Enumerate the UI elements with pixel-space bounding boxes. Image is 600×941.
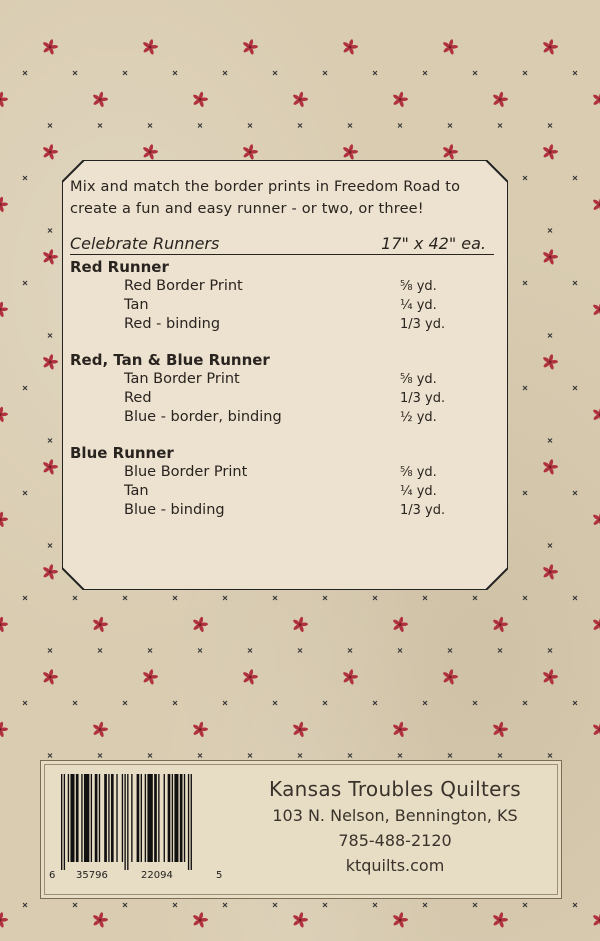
cross-motif xyxy=(398,124,402,128)
barcode-bar xyxy=(127,774,128,870)
cross-motif xyxy=(148,754,152,758)
cross-motif xyxy=(573,701,577,705)
cross-motif xyxy=(23,281,27,285)
flower-motif xyxy=(142,669,158,685)
fabric-qty: 1/3 yd. xyxy=(400,503,446,518)
cross-motif xyxy=(473,596,477,600)
cross-motif xyxy=(48,439,52,443)
flower-motif xyxy=(92,912,108,928)
flower-motif xyxy=(592,616,600,632)
flower-motif xyxy=(42,564,58,580)
cross-motif xyxy=(323,71,327,75)
cross-motif xyxy=(273,596,277,600)
barcode-bar xyxy=(174,774,178,862)
flower-motif xyxy=(242,144,258,160)
flower-motif xyxy=(142,39,158,55)
cross-motif xyxy=(98,649,102,653)
cross-motif xyxy=(223,71,227,75)
flower-motif xyxy=(92,616,108,632)
cross-motif xyxy=(423,903,427,907)
barcode xyxy=(49,774,224,884)
cross-motif xyxy=(548,439,552,443)
flower-motif xyxy=(42,39,58,55)
cross-motif xyxy=(348,754,352,758)
barcode-bar xyxy=(64,774,65,870)
cross-motif xyxy=(548,754,552,758)
cross-motif xyxy=(73,71,77,75)
cross-motif xyxy=(123,701,127,705)
cross-motif xyxy=(473,71,477,75)
flower-motif xyxy=(592,301,600,317)
flower-motif xyxy=(392,91,408,107)
cross-motif xyxy=(573,176,577,180)
cross-motif xyxy=(523,281,527,285)
runner-name: Red Runner xyxy=(70,258,169,276)
fabric-qty: 1/3 yd. xyxy=(400,391,446,406)
barcode-bar xyxy=(172,774,173,862)
flower-motif xyxy=(342,669,358,685)
barcode-bar xyxy=(141,774,142,862)
cross-motif xyxy=(323,701,327,705)
runner-group xyxy=(70,443,500,520)
flower-motif xyxy=(542,249,558,265)
fabric-item xyxy=(70,370,460,389)
shop-address: 103 N. Nelson, Bennington, KS xyxy=(272,806,518,825)
cross-motif xyxy=(173,701,177,705)
cross-motif xyxy=(523,71,527,75)
flower-motif xyxy=(492,91,508,107)
barcode-bar xyxy=(81,774,82,862)
cross-motif xyxy=(573,71,577,75)
flower-motif xyxy=(92,91,108,107)
cross-motif xyxy=(23,491,27,495)
flower-motif xyxy=(392,912,408,928)
cross-motif xyxy=(398,649,402,653)
cross-motif xyxy=(573,596,577,600)
flower-motif xyxy=(0,721,8,737)
flower-motif xyxy=(392,616,408,632)
barcode-digits-group1: 35796 xyxy=(76,870,108,881)
cross-motif xyxy=(373,596,377,600)
fabric-qty: ¼ yd. xyxy=(400,298,437,313)
flower-motif xyxy=(0,196,8,212)
flower-motif xyxy=(42,249,58,265)
cross-motif xyxy=(73,596,77,600)
cross-motif xyxy=(48,124,52,128)
cross-motif xyxy=(223,596,227,600)
barcode-bar xyxy=(68,774,69,862)
flower-motif xyxy=(592,511,600,527)
barcode-bar xyxy=(180,774,183,862)
flower-motif xyxy=(492,912,508,928)
flower-motif xyxy=(542,39,558,55)
table-title: Celebrate Runners xyxy=(70,234,220,253)
cross-motif xyxy=(198,124,202,128)
cross-motif xyxy=(98,754,102,758)
flower-motif xyxy=(92,721,108,737)
cross-motif xyxy=(423,71,427,75)
cross-motif xyxy=(173,903,177,907)
flower-motif xyxy=(192,721,208,737)
barcode-bar xyxy=(131,774,132,862)
cross-motif xyxy=(23,903,27,907)
cross-motif xyxy=(198,649,202,653)
cross-motif xyxy=(348,124,352,128)
cross-motif xyxy=(373,701,377,705)
cross-motif xyxy=(223,903,227,907)
cross-motif xyxy=(273,71,277,75)
flower-motif xyxy=(492,616,508,632)
flower-motif xyxy=(192,91,208,107)
cross-motif xyxy=(273,701,277,705)
cross-motif xyxy=(298,124,302,128)
barcode-bar xyxy=(111,774,114,862)
flower-motif xyxy=(292,616,308,632)
barcode-bar xyxy=(168,774,171,862)
cross-motif xyxy=(523,176,527,180)
fabric-qty: ⅝ yd. xyxy=(400,372,437,387)
flower-motif xyxy=(592,91,600,107)
cross-motif xyxy=(448,124,452,128)
cross-motif xyxy=(373,71,377,75)
cross-motif xyxy=(23,386,27,390)
barcode-bar xyxy=(164,774,165,862)
flower-motif xyxy=(0,406,8,422)
barcode-bar xyxy=(184,774,185,862)
fabric-item xyxy=(70,315,460,334)
fabric-label: Tan xyxy=(124,483,149,499)
cross-motif xyxy=(48,754,52,758)
fabric-label: Red Border Print xyxy=(124,278,243,294)
flower-motif xyxy=(592,406,600,422)
cross-motif xyxy=(423,701,427,705)
fabric-qty: ⅝ yd. xyxy=(400,279,437,294)
shop-label xyxy=(40,760,562,899)
cross-motif xyxy=(573,903,577,907)
fabric-item xyxy=(70,389,460,408)
flower-motif xyxy=(442,669,458,685)
flower-motif xyxy=(192,912,208,928)
fabric-qty: ⅝ yd. xyxy=(400,465,437,480)
shop-website[interactable]: ktquilts.com xyxy=(345,856,445,875)
cross-motif xyxy=(48,544,52,548)
cross-motif xyxy=(223,701,227,705)
cross-motif xyxy=(573,386,577,390)
cross-motif xyxy=(348,649,352,653)
flower-motif xyxy=(0,912,8,928)
cross-motif xyxy=(73,903,77,907)
fabric-item xyxy=(70,408,460,427)
cross-motif xyxy=(573,491,577,495)
cross-motif xyxy=(198,754,202,758)
barcode-bar xyxy=(122,774,123,862)
flower-motif xyxy=(592,721,600,737)
flower-motif xyxy=(342,39,358,55)
barcode-bar xyxy=(147,774,152,862)
flower-motif xyxy=(542,669,558,685)
fabric-label: Tan xyxy=(124,297,149,313)
cross-motif xyxy=(523,903,527,907)
cross-motif xyxy=(148,649,152,653)
runner-name: Red, Tan & Blue Runner xyxy=(70,351,270,369)
barcode-bar xyxy=(70,774,74,862)
barcode-bar xyxy=(145,774,146,862)
flower-motif xyxy=(0,616,8,632)
requirements-card xyxy=(62,160,508,590)
flower-motif xyxy=(592,912,600,928)
barcode-bars xyxy=(49,774,224,870)
cross-motif xyxy=(173,71,177,75)
fabric-qty: 1/3 yd. xyxy=(400,317,446,332)
barcode-digit-left: 6 xyxy=(49,870,56,881)
fabric-label: Blue - border, binding xyxy=(124,409,282,425)
flower-motif xyxy=(0,511,8,527)
cross-motif xyxy=(48,334,52,338)
cross-motif xyxy=(323,596,327,600)
fabric-item xyxy=(70,463,460,482)
cross-motif xyxy=(73,701,77,705)
barcode-bar xyxy=(91,774,92,862)
cross-motif xyxy=(548,124,552,128)
flower-motif xyxy=(42,459,58,475)
flower-motif xyxy=(0,91,8,107)
cross-motif xyxy=(273,903,277,907)
cross-motif xyxy=(23,71,27,75)
cross-motif xyxy=(123,596,127,600)
barcode-bar xyxy=(76,774,79,862)
runner-group xyxy=(70,257,500,334)
fabric-item xyxy=(70,482,460,501)
flower-motif xyxy=(292,721,308,737)
cross-motif xyxy=(23,701,27,705)
cross-motif xyxy=(473,701,477,705)
cross-motif xyxy=(298,754,302,758)
flower-motif xyxy=(492,721,508,737)
cross-motif xyxy=(448,754,452,758)
cross-motif xyxy=(573,281,577,285)
cross-motif xyxy=(548,649,552,653)
intro-text: Mix and match the border prints in Freedom Road to create a fun and easy runner - or two, or three! xyxy=(70,179,461,217)
barcode-bar xyxy=(154,774,157,862)
cross-motif xyxy=(473,903,477,907)
barcode-bar xyxy=(191,774,192,870)
shop-name: Kansas Troubles Quilters xyxy=(269,777,521,801)
barcode-bar xyxy=(61,774,62,870)
barcode-bar xyxy=(188,774,189,870)
flower-motif xyxy=(42,144,58,160)
flower-motif xyxy=(292,91,308,107)
cross-motif xyxy=(298,649,302,653)
cross-motif xyxy=(498,649,502,653)
cross-motif xyxy=(98,124,102,128)
cross-motif xyxy=(248,754,252,758)
flower-motif xyxy=(542,144,558,160)
barcode-bar xyxy=(95,774,98,862)
fabric-label: Red xyxy=(124,390,152,406)
flower-motif xyxy=(542,354,558,370)
barcode-bar xyxy=(99,774,100,862)
flower-motif xyxy=(442,39,458,55)
cross-motif xyxy=(23,596,27,600)
barcode-digit-right: 5 xyxy=(216,870,223,881)
cross-motif xyxy=(248,649,252,653)
cross-motif xyxy=(23,176,27,180)
cross-motif xyxy=(548,544,552,548)
flower-motif xyxy=(192,616,208,632)
barcode-bar xyxy=(158,774,159,862)
table-header xyxy=(70,234,494,255)
flower-motif xyxy=(242,669,258,685)
flower-motif xyxy=(592,196,600,212)
fabric-qty: ¼ yd. xyxy=(400,484,437,499)
cross-motif xyxy=(548,334,552,338)
flower-motif xyxy=(292,912,308,928)
cross-motif xyxy=(123,903,127,907)
shop-phone: 785-488-2120 xyxy=(338,831,452,850)
barcode-bar xyxy=(116,774,117,862)
fabric-item xyxy=(70,296,460,315)
cross-motif xyxy=(398,754,402,758)
barcode-digits-group2: 22094 xyxy=(141,870,173,881)
flower-motif xyxy=(0,301,8,317)
flower-motif xyxy=(442,144,458,160)
cross-motif xyxy=(323,903,327,907)
barcode-bar xyxy=(137,774,140,862)
fabric-qty: ½ yd. xyxy=(400,410,437,425)
barcode-bar xyxy=(108,774,109,862)
cross-motif xyxy=(523,386,527,390)
cross-motif xyxy=(48,649,52,653)
fabric-label: Tan Border Print xyxy=(124,371,240,387)
flower-motif xyxy=(542,564,558,580)
cross-motif xyxy=(523,596,527,600)
cross-motif xyxy=(498,124,502,128)
runner-size: 17" x 42" ea. xyxy=(381,234,486,253)
flower-motif xyxy=(42,354,58,370)
fabric-label: Red - binding xyxy=(124,316,221,332)
cross-motif xyxy=(373,903,377,907)
runner-group xyxy=(70,350,500,427)
flower-motif xyxy=(242,39,258,55)
cross-motif xyxy=(423,596,427,600)
flower-motif xyxy=(542,459,558,475)
cross-motif xyxy=(173,596,177,600)
cross-motif xyxy=(498,754,502,758)
fabric-item xyxy=(70,501,460,520)
barcode-bar xyxy=(84,774,89,862)
cross-motif xyxy=(523,491,527,495)
flower-motif xyxy=(392,721,408,737)
barcode-bar xyxy=(124,774,125,870)
flower-motif xyxy=(342,144,358,160)
fabric-label: Blue Border Print xyxy=(124,464,248,480)
flower-motif xyxy=(142,144,158,160)
cross-motif xyxy=(248,124,252,128)
cross-motif xyxy=(123,71,127,75)
flower-motif xyxy=(42,669,58,685)
barcode-bar xyxy=(104,774,107,862)
fabric-item xyxy=(70,277,460,296)
fabric-label: Blue - binding xyxy=(124,502,225,518)
cross-motif xyxy=(148,124,152,128)
barcode-digits xyxy=(49,870,224,886)
cross-motif xyxy=(523,701,527,705)
cross-motif xyxy=(448,649,452,653)
runner-name: Blue Runner xyxy=(70,444,174,462)
shop-info xyxy=(237,775,553,878)
cross-motif xyxy=(548,229,552,233)
cross-motif xyxy=(48,229,52,233)
